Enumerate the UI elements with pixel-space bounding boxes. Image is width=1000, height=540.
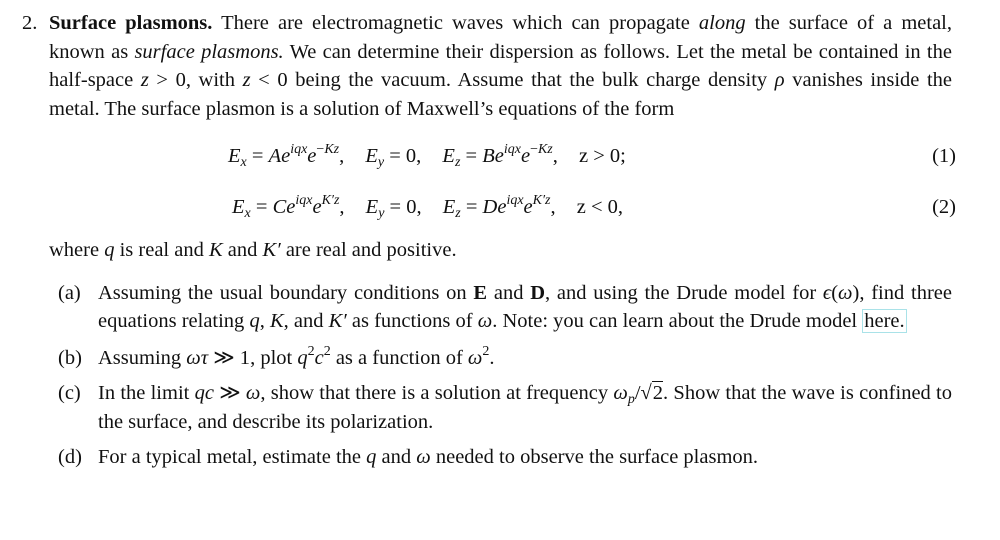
where-text: and [222, 239, 263, 261]
part-text: . Note: you can learn about the Drude model [492, 310, 863, 332]
intro-text: vanishes inside the metal. The surface plasmon is a solution of Maxwell’s equations of the form [49, 69, 953, 120]
parts-list [22, 279, 952, 472]
problem-number: 2. [22, 12, 38, 34]
part-text: and [487, 281, 531, 304]
part-text: In the limit [98, 382, 195, 404]
part-a-label: (a) [58, 281, 81, 304]
part-text: needed to observe the surface plasmon. [430, 446, 759, 468]
intro-text: being the vacuum. Assume that the bulk charge density [287, 69, 775, 91]
part-text: , find three equations relating [98, 281, 952, 332]
part-text: For a typical metal, estimate the [98, 446, 367, 468]
part-c-label: (c) [58, 382, 81, 404]
drude-model-link[interactable]: here. [864, 310, 905, 332]
problem-intro: 2. Surface plasmons. There are electromagnetic waves which can propagate along the surface of a metal, known as surface plasmons. We can determine their dispersion as follows. Let the metal be contained in the half-space z > 0, with z < 0 being the vacuum. Assume that the bulk charge density ρ vanishes inside the metal. The surface plasmon is a solution of Maxwell’s equations of the form [22, 9, 952, 123]
equation-2-body: $E_x = Ce^{iqx}e^{K'z}$, $E_y = 0$, $E_z = De^{iqx}e^{K'z}$, z < 0, [232, 193, 624, 221]
part-c: (c) In the limit qc ≫ ω, show that there is a solution at frequency $\omega_p/√2$. Show that the wave is confined to the surface, and describe its polarization. [22, 379, 952, 436]
problem-title: Surface plasmons. [49, 12, 213, 34]
part-text: Assuming [98, 346, 187, 369]
where-clause: where q is real and K and K′ are real and positive. [49, 239, 457, 261]
intro-text: the surface of a metal, known as [49, 12, 952, 63]
intro-text: There are electromagnetic waves which can propagate [212, 12, 699, 34]
part-text: and [376, 446, 417, 468]
part-text: , and using the Drude model for [545, 281, 823, 304]
part-text: , [259, 310, 270, 332]
part-text: , plot [250, 346, 298, 369]
part-b-label: (b) [58, 346, 82, 369]
where-text: is real and [114, 239, 209, 261]
part-d: (d) For a typical metal, estimate the q and ω needed to observe the surface plasmon. [22, 443, 952, 472]
intro-text: We can determine their dispersion as follows. Let the metal be contained in the half-space [49, 40, 952, 91]
intro-emphasis: along [698, 12, 746, 34]
intro-text: , with [185, 69, 243, 91]
equation-1-body: $E_x = Ae^{iqx}e^{-Kz}$, $E_y = 0$, $E_z = Be^{iqx}e^{-Kz}$, z > 0; [228, 142, 626, 170]
equation-2 [22, 183, 956, 234]
equation-2-condition: z < 0, [576, 196, 624, 218]
part-text: , and [283, 310, 329, 332]
intro-term: surface plasmons. [134, 40, 284, 63]
part-a: (a) Assuming the usual boundary conditions on E and D, and using the Drude model for ϵ(ω), find three equations relating q, K, and K′ as functions of ω. Note: you can learn about the Drude model here. [22, 279, 952, 336]
equation-2-number: (2) [932, 196, 956, 218]
part-text: , show that there is a solution at frequency [260, 382, 614, 404]
part-text: as functions of [346, 310, 478, 332]
part-text: Assuming the usual boundary conditions on [98, 281, 474, 304]
equation-1-condition: z > 0; [579, 145, 626, 167]
where-text: are real and positive. [280, 239, 457, 261]
where-text: where [49, 239, 105, 261]
problem-block [22, 9, 956, 479]
part-text: as a function of [330, 346, 468, 369]
equation-1 [22, 132, 956, 183]
equation-1-number: (1) [932, 145, 956, 167]
part-b: (b) Assuming ωτ ≫ 1, plot $q^2c^2$ as a function of $\omega^2$. [22, 344, 952, 373]
part-text: . [489, 346, 495, 369]
part-text: . Show that the wave is confined to the surface, and describe its polarization. [98, 382, 952, 433]
part-d-label: (d) [58, 446, 82, 468]
